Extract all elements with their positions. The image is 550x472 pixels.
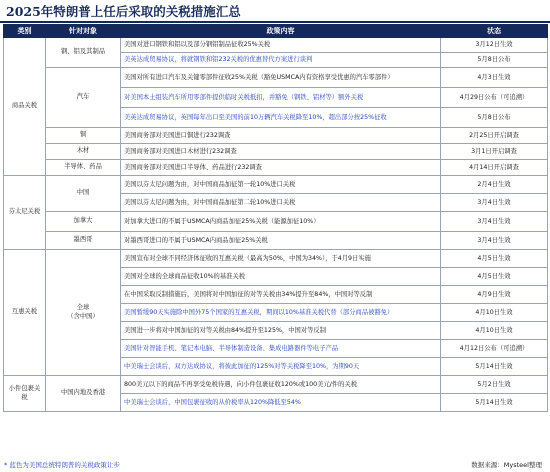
status-cell: 4月9日生效	[441, 286, 548, 304]
table-row	[4, 212, 548, 232]
group-reciprocal-tariff: 互惠关税	[4, 250, 46, 376]
table-row	[4, 176, 548, 194]
header-target: 针对对象	[46, 25, 121, 38]
status-cell: 5月8日公布	[441, 108, 548, 128]
policy-cell: 对墨西哥进口的不属于USMCA内商品加征25%关税	[121, 232, 441, 250]
policy-cell: 中美瑞士会谈后，中国包裹征收的从价税率从120%降低至54%	[121, 394, 441, 412]
status-cell: 2月25日开启调查	[441, 128, 548, 144]
status-cell: 3月1日开启调查	[441, 144, 548, 160]
target-mainland-hk: 中国内地及香港	[46, 376, 121, 412]
policy-cell: 美国对所有进口汽车及关键零部件征收25%关税（豁免USMCA内有资格享受优惠的汽车零部件）	[121, 68, 441, 88]
status-cell: 5月14日生效	[441, 394, 548, 412]
group-product-tariff: 商品关税	[4, 38, 46, 176]
header-status: 状态	[441, 25, 548, 38]
status-cell: 3月4日生效	[441, 194, 548, 212]
target-china: 中国	[46, 176, 121, 212]
status-cell: 4月10日生效	[441, 322, 548, 340]
table-row	[4, 250, 548, 268]
policy-cell: 中美瑞士会谈后，双方达成协议，将彼此加征的125%对等关税降至10%，为期90天	[121, 358, 441, 376]
status-cell: 5月8日公布	[441, 53, 548, 68]
status-cell: 4月12日公布（可追溯）	[441, 340, 548, 358]
policy-cell: 对美国本土组装汽车所用零部件提供临时关税抵扣，并豁免（钢铁、铝材等）额外关税	[121, 88, 441, 108]
policy-cell: 美国商务部对美国进口铜进行232调查	[121, 128, 441, 144]
target-copper: 铜	[46, 128, 121, 144]
policy-cell: 美国商务部对美国进口半导体、药品进行232调查	[121, 160, 441, 176]
status-cell: 4月29日公布（可追溯）	[441, 88, 548, 108]
status-cell: 3月4日生效	[441, 232, 548, 250]
status-cell: 4月10日生效	[441, 304, 548, 322]
policy-cell: 美国以芬太尼问题为由，对中国商品加征第一轮10%进口关税	[121, 176, 441, 194]
status-cell: 3月4日生效	[441, 212, 548, 232]
footnote: * 蓝色为美国总统特朗普的关税政策让步	[4, 461, 120, 469]
table-row	[4, 38, 548, 53]
table-row	[4, 160, 548, 176]
table-header-row	[4, 25, 548, 38]
status-cell: 2月4日生效	[441, 176, 548, 194]
data-source: 数据来源：Mysteel整理	[471, 461, 542, 469]
policy-cell: 在中国采取反制措施后，美国将对中国加征的对等关税由34%提升至84%，中国对等反制	[121, 286, 441, 304]
header-category: 类别	[4, 25, 46, 38]
header-policy: 政策内容	[121, 25, 441, 38]
status-cell: 4月5日生效	[441, 268, 548, 286]
policy-cell: 美英达成贸易协议，将就钢铁和铝232关税的优惠替代方案进行谈判	[121, 53, 441, 68]
status-cell: 5月2日生效	[441, 376, 548, 394]
policy-cell: 美国暂缓90天实施除中国外75个国家的互惠关税，期间以10%基准关税代替（部分商品被豁免）	[121, 304, 441, 322]
table-row	[4, 232, 548, 250]
table-row	[4, 128, 548, 144]
policy-cell: 美国针对智能手机、笔记本电脑、半导体制造设备、集成电路器件等电子产品	[121, 340, 441, 358]
policy-cell: 美国对进口钢铁和铝以及部分钢铝制品征收25%关税	[121, 38, 441, 53]
policy-cell: 美英达成贸易协议，英国每年出口至美国的前10万辆汽车关税降至10%，超出部分按25%征收	[121, 108, 441, 128]
target-wood: 木材	[46, 144, 121, 160]
status-cell: 5月14日生效	[441, 358, 548, 376]
policy-cell: 美国宣布对全球不同经济体征收的互惠关税（最高为50%，中国为34%），于4月9日实施	[121, 250, 441, 268]
policy-cell: 美国对全球的全球商品征收10%的基准关税	[121, 268, 441, 286]
target-steel: 钢、铝及其制品	[46, 38, 121, 68]
target-mexico: 墨西哥	[46, 232, 121, 250]
tariff-measures-table	[3, 24, 548, 412]
target-canada: 加拿大	[46, 212, 121, 232]
policy-cell: 美国进一步将对中国加征的对等关税由84%提升至125%，中国对等反制	[121, 322, 441, 340]
policy-cell: 800美元以下的商品不再享受免税待遇，向小件包裹征收120%或100美元/件的关税	[121, 376, 441, 394]
table-row	[4, 144, 548, 160]
policy-cell: 美国商务部对美国进口木材进行232调查	[121, 144, 441, 160]
title-divider	[0, 21, 550, 23]
status-cell: 4月3日生效	[441, 68, 548, 88]
table-row	[4, 376, 548, 394]
policy-cell: 对加拿大进口的不属于USMCA内商品加征25%关税（能源加征10%）	[121, 212, 441, 232]
target-chips-pharma: 半导体、药品	[46, 160, 121, 176]
target-auto: 汽车	[46, 68, 121, 128]
status-cell: 4月5日生效	[441, 250, 548, 268]
table-row	[4, 68, 548, 88]
group-fentanyl-tariff: 芬太尼关税	[4, 176, 46, 250]
page-title: 2025年特朗普上任后采取的关税措施汇总	[6, 4, 241, 19]
target-global-label: 全球 （含中国）	[67, 303, 99, 320]
policy-cell: 美国以芬太尼问题为由，对中国商品加征第二轮10%进口关税	[121, 194, 441, 212]
status-cell: 3月12日生效	[441, 38, 548, 53]
status-cell: 4月14日开启调查	[441, 160, 548, 176]
target-global	[46, 250, 121, 376]
group-small-parcel-tariff: 小件包裹关税	[4, 376, 46, 412]
